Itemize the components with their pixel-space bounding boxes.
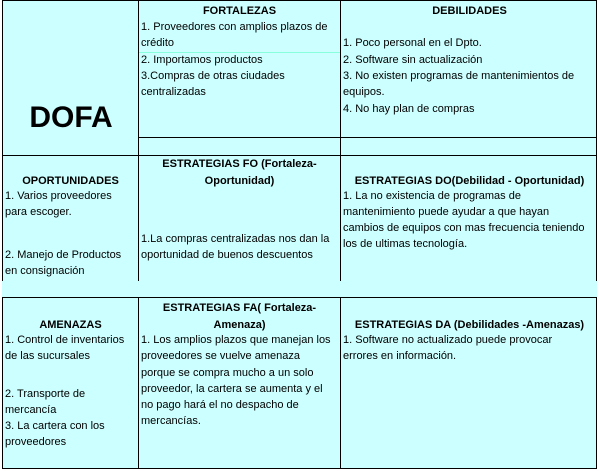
fortaleza-item: centralizadas <box>141 86 206 98</box>
da-item: errores en información. <box>343 350 457 362</box>
fortaleza-item: crédito <box>141 37 175 49</box>
spacer-row <box>2 281 597 297</box>
do-item: mantenimiento puede ayudar a que hayan <box>343 206 550 218</box>
debilidades-header: DEBILIDADES <box>432 5 507 17</box>
fa-header: Amenaza) <box>213 319 266 331</box>
fa-header: ESTRATEGIAS FA( Fortaleza- <box>162 302 317 314</box>
fa-item: no pago hará el no despacho de <box>141 399 299 411</box>
amenaza-item: 3. La cartera con los <box>5 420 105 432</box>
opportunities-block <box>2 155 597 282</box>
oportunidad-item: para escoger. <box>5 206 72 218</box>
fo-header: ESTRATEGIAS FO (Fortaleza- <box>162 158 317 170</box>
debilidad-item: 3. No existen programas de mantenimientos de <box>343 70 575 82</box>
oportunidades-header: OPORTUNIDADES <box>22 175 119 187</box>
do-item: cambios de equipos con mas frecuencia teniendo <box>343 222 585 234</box>
fa-item: proveedor, la cartera se aumenta y el <box>141 383 323 395</box>
fo-header: Oportunidad) <box>204 175 275 187</box>
oportunidad-item: 1. Varios proveedores <box>5 190 112 202</box>
debilidad-item: 1. Poco personal en el Dpto. <box>343 37 482 49</box>
fortaleza-item: 2. Importamos productos <box>141 54 263 66</box>
fo-item: 1.La compras centralizadas nos dan la <box>141 233 330 245</box>
da-item: 1. Software no actualizado puede provocar <box>343 334 553 346</box>
amenaza-item: mercancía <box>5 404 57 416</box>
do-header: ESTRATEGIAS DO(Debilidad - Oportunidad) <box>354 175 585 187</box>
debilidad-item: 2. Software sin actualización <box>343 54 483 66</box>
do-item: los de ultimas tecnología. <box>343 238 468 250</box>
amenaza-item: de las sucursales <box>5 350 90 362</box>
debilidad-item: equipos. <box>343 86 385 98</box>
strengths-weaknesses-block <box>2 0 597 156</box>
fortaleza-item: 1. Proveedores con amplios plazos de <box>141 21 328 33</box>
do-item: 1. La no existencia de programas de <box>343 190 521 202</box>
amenaza-item: proveedores <box>5 436 67 448</box>
amenaza-item: 1. Control de inventarios <box>5 334 125 346</box>
threats-block <box>2 297 597 469</box>
amenazas-header: AMENAZAS <box>39 319 102 331</box>
dofa-title: DOFA <box>29 101 113 134</box>
fortalezas-header: FORTALEZAS <box>202 5 277 17</box>
oportunidad-item: en consignación <box>5 265 85 277</box>
fo-item: oportunidad de buenos descuentos <box>141 249 313 261</box>
oportunidad-item: 2. Manejo de Productos <box>5 249 122 261</box>
fortaleza-item: 3.Compras de otras ciudades <box>141 70 285 82</box>
da-header: ESTRATEGIAS DA (Debilidades -Amenazas) <box>354 319 585 331</box>
debilidad-item: 4. No hay plan de compras <box>343 103 475 115</box>
fa-item: proveedores se vuelve amenaza <box>141 350 300 362</box>
amenaza-item: 2. Transporte de <box>5 388 86 400</box>
fa-item: mercancías. <box>141 415 201 427</box>
fa-item: porque se compra mucho a un solo <box>141 367 314 379</box>
fa-item: 1. Los amplios plazos que manejan los <box>141 334 331 346</box>
